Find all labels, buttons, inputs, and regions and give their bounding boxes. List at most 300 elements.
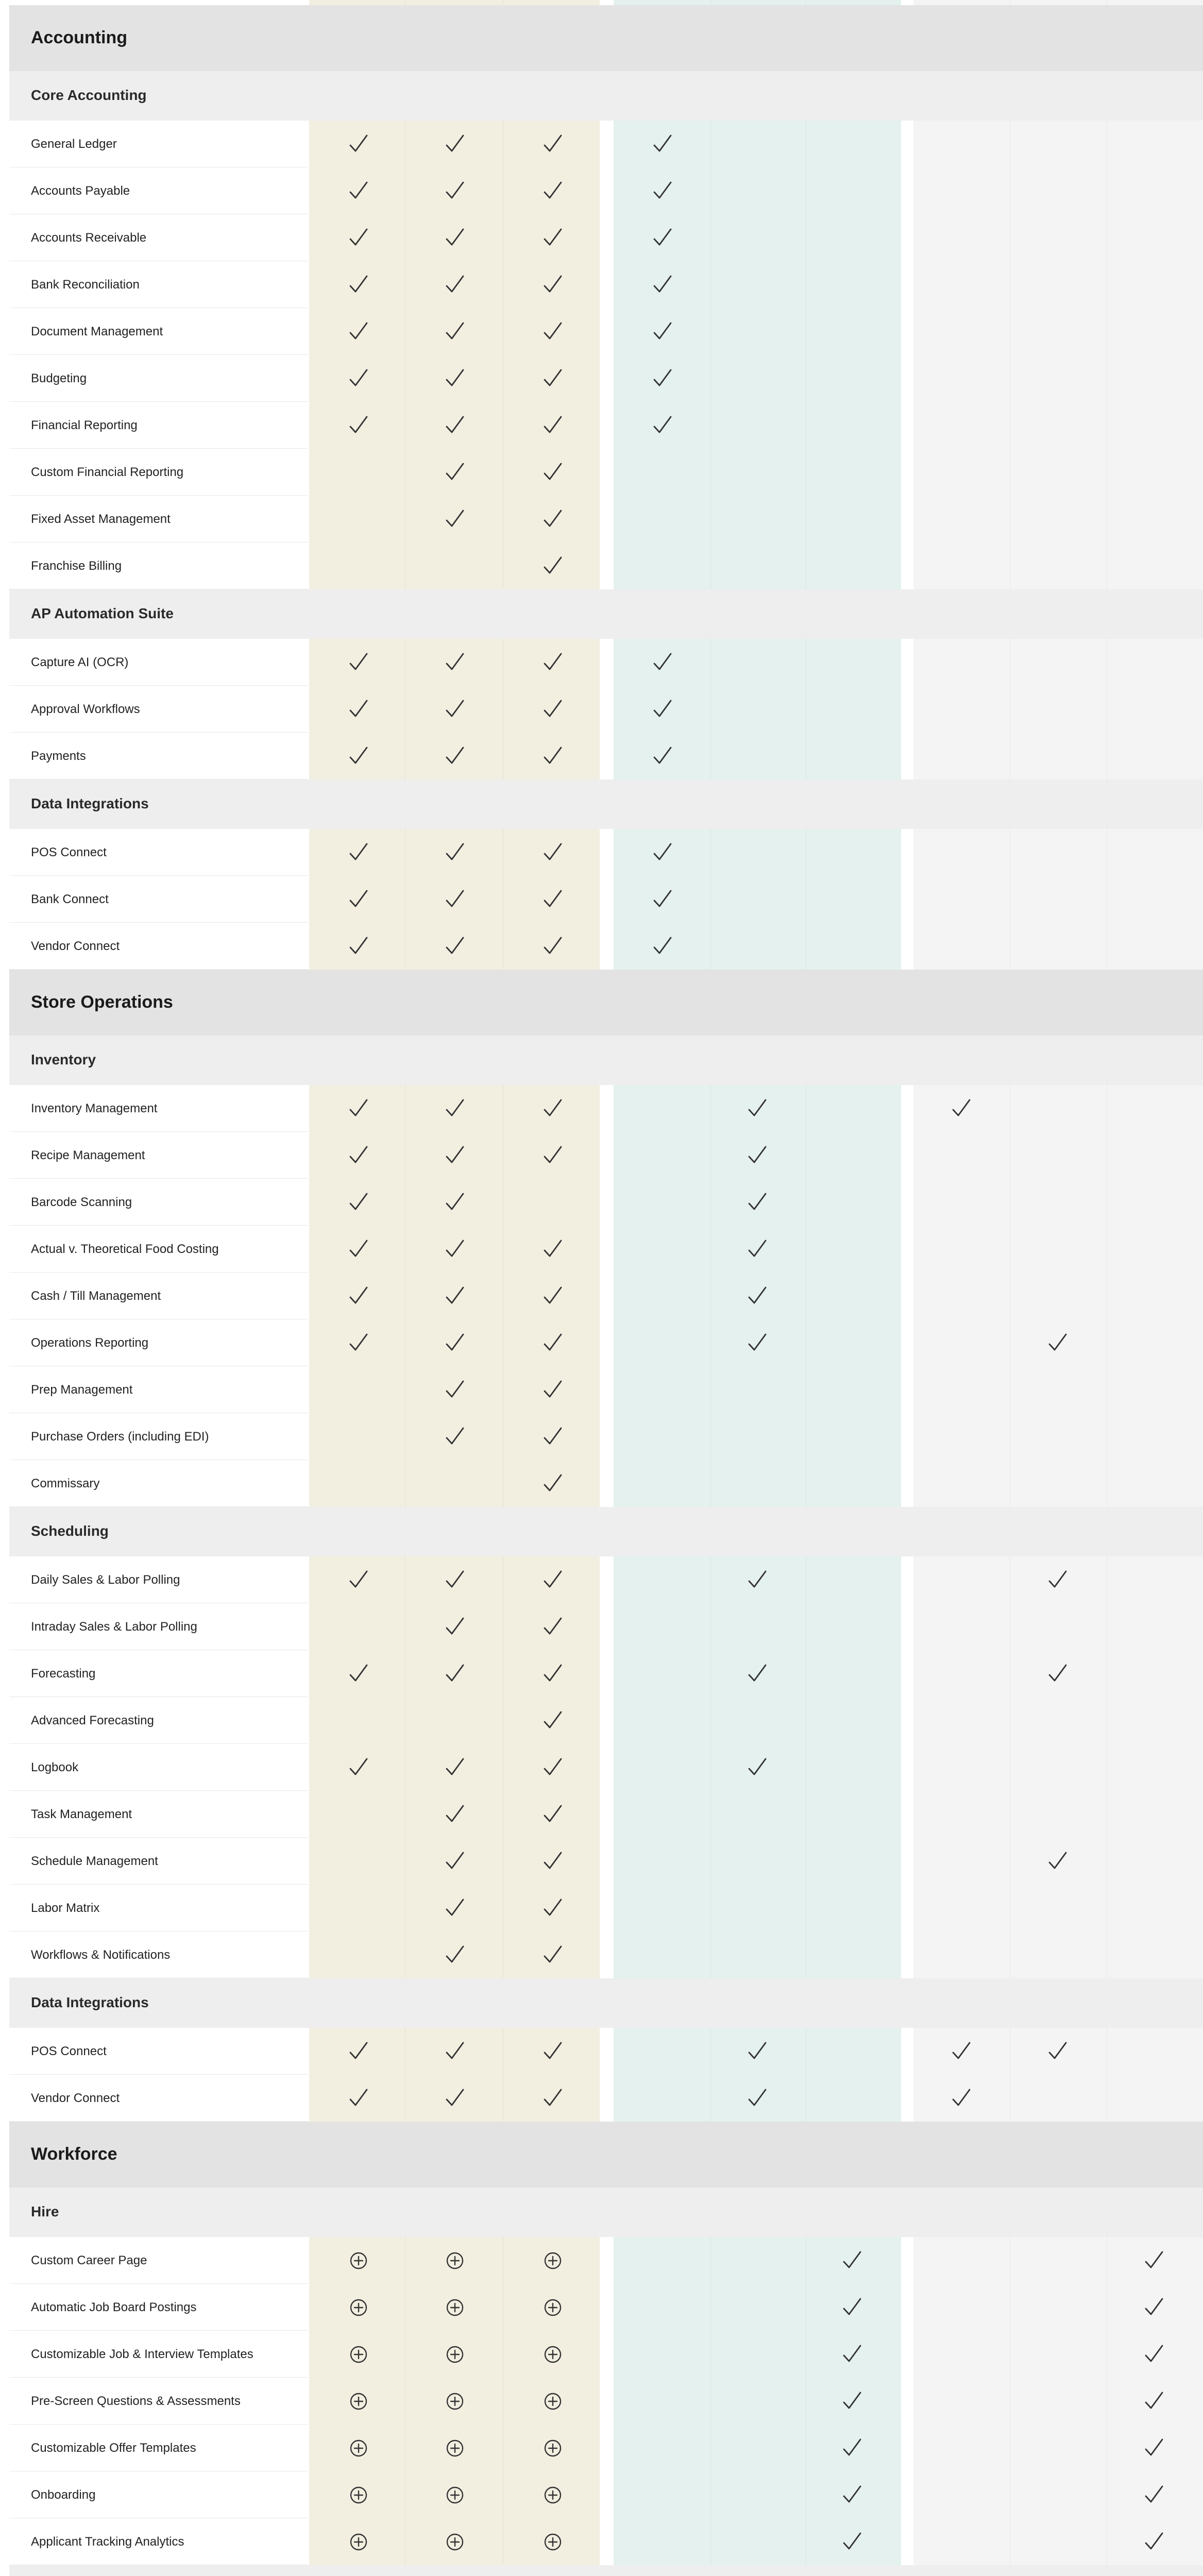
checkmark-icon: [840, 2296, 864, 2319]
checkmark-icon: [347, 2040, 370, 2063]
subsection-title: Core Accounting: [31, 87, 147, 103]
checkmark-icon: [541, 320, 565, 344]
checkmark-icon: [1046, 1568, 1070, 1592]
checkmark-icon: [541, 179, 565, 203]
checkmark-icon: [745, 1662, 769, 1686]
checkmark-icon: [443, 226, 467, 250]
feature-row: [9, 355, 1203, 402]
checkmark-icon: [541, 744, 565, 768]
feature-label-cell: [9, 1838, 308, 1885]
feature-row: [9, 1603, 1203, 1650]
checkmark-icon: [443, 367, 467, 391]
feature-name: Applicant Tracking Analytics: [31, 2534, 184, 2549]
feature-name: Customizable Offer Templates: [31, 2441, 196, 2455]
checkmark-icon: [347, 273, 370, 297]
plus-circle-icon: [541, 2483, 565, 2507]
feature-label-cell: [9, 2331, 308, 2378]
checkmark-icon: [347, 320, 370, 344]
feature-name: Barcode Scanning: [31, 1195, 132, 1209]
feature-label-cell: [9, 1556, 308, 1603]
feature-name: Commissary: [31, 1476, 100, 1490]
subsection-header: [9, 1978, 1203, 2028]
checkmark-icon: [443, 841, 467, 865]
checkmark-icon: [651, 414, 674, 437]
checkmark-icon: [347, 841, 370, 865]
checkmark-icon: [443, 1896, 467, 1920]
checkmark-icon: [541, 1097, 565, 1121]
feature-row: [9, 639, 1203, 686]
feature-name: Bank Connect: [31, 892, 109, 906]
feature-row: [9, 1319, 1203, 1366]
checkmark-icon: [443, 179, 467, 203]
checkmark-icon: [347, 744, 370, 768]
feature-label-cell: [9, 2075, 308, 2122]
feature-label-cell: [9, 2284, 308, 2331]
feature-label-cell: [9, 686, 308, 733]
checkmark-icon: [1142, 2343, 1166, 2366]
feature-label-cell: [9, 1744, 308, 1791]
checkmark-icon: [1142, 2249, 1166, 2273]
checkmark-icon: [651, 698, 674, 721]
feature-row: [9, 1885, 1203, 1931]
plus-circle-icon: [347, 2249, 370, 2273]
checkmark-icon: [443, 1662, 467, 1686]
feature-row: [9, 829, 1203, 876]
checkmark-icon: [443, 1943, 467, 1967]
checkmark-icon: [347, 132, 370, 156]
feature-row: [9, 261, 1203, 308]
feature-row: [9, 1697, 1203, 1744]
checkmark-icon: [541, 1378, 565, 1402]
checkmark-icon: [443, 414, 467, 437]
checkmark-icon: [443, 1378, 467, 1402]
checkmark-icon: [651, 179, 674, 203]
checkmark-icon: [1046, 1331, 1070, 1355]
checkmark-icon: [541, 1238, 565, 1261]
feature-name: Task Management: [31, 1807, 132, 1821]
feature-row: [9, 543, 1203, 589]
feature-row: [9, 2518, 1203, 2565]
feature-label-cell: [9, 261, 308, 308]
feature-label-cell: [9, 2237, 308, 2284]
feature-label-cell: [9, 1366, 308, 1413]
feature-name: Document Management: [31, 324, 163, 338]
feature-row: [9, 1931, 1203, 1978]
checkmark-icon: [950, 2040, 973, 2063]
plus-circle-icon: [541, 2389, 565, 2413]
feature-name: Advanced Forecasting: [31, 1713, 154, 1727]
plus-circle-icon: [347, 2436, 370, 2460]
checkmark-icon: [651, 226, 674, 250]
checkmark-icon: [443, 461, 467, 484]
subsection-header: [9, 1036, 1203, 1085]
section-header: [9, 5, 1203, 71]
feature-label-cell: [9, 2378, 308, 2425]
feature-label-cell: [9, 1931, 308, 1978]
feature-row: [9, 923, 1203, 970]
checkmark-icon: [443, 132, 467, 156]
plus-circle-icon: [443, 2483, 467, 2507]
checkmark-icon: [541, 651, 565, 674]
checkmark-icon: [443, 1756, 467, 1780]
plus-circle-icon: [541, 2343, 565, 2366]
checkmark-icon: [347, 1756, 370, 1780]
subsection-title: Data Integrations: [31, 1994, 149, 2010]
feature-name: Onboarding: [31, 2487, 96, 2502]
subsection-header: [9, 2565, 1203, 2576]
checkmark-icon: [745, 1097, 769, 1121]
checkmark-icon: [745, 1756, 769, 1780]
plus-circle-icon: [443, 2343, 467, 2366]
subsection-header: [9, 589, 1203, 639]
feature-label-cell: [9, 167, 308, 214]
feature-row: [9, 733, 1203, 779]
checkmark-icon: [541, 1943, 565, 1967]
checkmark-icon: [840, 2343, 864, 2366]
checkmark-icon: [541, 2087, 565, 2110]
checkmark-icon: [541, 935, 565, 958]
checkmark-icon: [651, 935, 674, 958]
checkmark-icon: [541, 1896, 565, 1920]
feature-row: [9, 1413, 1203, 1460]
feature-label-cell: [9, 876, 308, 923]
feature-name: Accounts Payable: [31, 183, 130, 198]
checkmark-icon: [541, 1568, 565, 1592]
checkmark-icon: [347, 367, 370, 391]
checkmark-icon: [541, 461, 565, 484]
subsection-header: [9, 2188, 1203, 2237]
checkmark-icon: [840, 2389, 864, 2413]
feature-row: [9, 214, 1203, 261]
checkmark-icon: [541, 698, 565, 721]
feature-row: [9, 2028, 1203, 2075]
checkmark-icon: [541, 841, 565, 865]
checkmark-icon: [443, 935, 467, 958]
checkmark-icon: [541, 1331, 565, 1355]
feature-label-cell: [9, 543, 308, 589]
plus-circle-icon: [443, 2389, 467, 2413]
checkmark-icon: [950, 1097, 973, 1121]
plus-circle-icon: [347, 2296, 370, 2319]
checkmark-icon: [1142, 2296, 1166, 2319]
feature-row: [9, 1744, 1203, 1791]
checkmark-icon: [651, 651, 674, 674]
feature-row: [9, 1366, 1203, 1413]
checkmark-icon: [745, 2087, 769, 2110]
feature-row: [9, 2237, 1203, 2284]
plus-circle-icon: [347, 2343, 370, 2366]
checkmark-icon: [443, 1568, 467, 1592]
checkmark-icon: [1142, 2530, 1166, 2554]
checkmark-icon: [443, 273, 467, 297]
feature-label-cell: [9, 1273, 308, 1319]
feature-name: Financial Reporting: [31, 418, 138, 432]
feature-name: Automatic Job Board Postings: [31, 2300, 197, 2314]
feature-name: Capture AI (OCR): [31, 655, 129, 669]
checkmark-icon: [541, 554, 565, 578]
checkmark-icon: [950, 2087, 973, 2110]
feature-label-cell: [9, 1319, 308, 1366]
feature-label-cell: [9, 1791, 308, 1838]
feature-name: Customizable Job & Interview Templates: [31, 2347, 253, 2361]
checkmark-icon: [347, 226, 370, 250]
checkmark-icon: [347, 1662, 370, 1686]
feature-label-cell: [9, 829, 308, 876]
subsection-header: [9, 1507, 1203, 1556]
feature-label-cell: [9, 1603, 308, 1650]
plus-circle-icon: [347, 2483, 370, 2507]
feature-name: Approval Workflows: [31, 702, 140, 716]
feature-label-cell: [9, 308, 308, 355]
feature-label-cell: [9, 1226, 308, 1273]
checkmark-icon: [745, 1191, 769, 1214]
checkmark-icon: [347, 1284, 370, 1308]
section-header: [9, 2122, 1203, 2188]
feature-row: [9, 167, 1203, 214]
checkmark-icon: [840, 2530, 864, 2554]
checkmark-icon: [443, 2040, 467, 2063]
checkmark-icon: [347, 698, 370, 721]
feature-name: POS Connect: [31, 2044, 107, 2058]
feature-label-cell: [9, 1413, 308, 1460]
feature-name: General Ledger: [31, 137, 117, 151]
feature-name: Intraday Sales & Labor Polling: [31, 1619, 197, 1634]
feature-label-cell: [9, 733, 308, 779]
feature-row: [9, 2331, 1203, 2378]
checkmark-icon: [347, 1238, 370, 1261]
feature-row: [9, 2378, 1203, 2425]
plus-circle-icon: [443, 2436, 467, 2460]
checkmark-icon: [1046, 1662, 1070, 1686]
checkmark-icon: [443, 1284, 467, 1308]
checkmark-icon: [840, 2249, 864, 2273]
checkmark-icon: [541, 888, 565, 911]
checkmark-icon: [541, 1615, 565, 1639]
checkmark-icon: [443, 1144, 467, 1167]
checkmark-icon: [541, 414, 565, 437]
checkmark-icon: [651, 273, 674, 297]
checkmark-icon: [443, 1097, 467, 1121]
checkmark-icon: [443, 1331, 467, 1355]
checkmark-icon: [541, 1756, 565, 1780]
plus-circle-icon: [443, 2530, 467, 2554]
feature-row: [9, 2471, 1203, 2518]
checkmark-icon: [347, 414, 370, 437]
feature-label-cell: [9, 639, 308, 686]
plus-circle-icon: [541, 2436, 565, 2460]
checkmark-icon: [443, 2087, 467, 2110]
feature-row: [9, 121, 1203, 167]
checkmark-icon: [745, 2040, 769, 2063]
checkmark-icon: [651, 888, 674, 911]
feature-label-cell: [9, 449, 308, 496]
feature-row: [9, 496, 1203, 543]
feature-name: Custom Career Page: [31, 2253, 147, 2267]
feature-name: Custom Financial Reporting: [31, 465, 184, 479]
checkmark-icon: [347, 1097, 370, 1121]
checkmark-icon: [347, 651, 370, 674]
subsection-title: Data Integrations: [31, 795, 149, 811]
feature-row: [9, 2075, 1203, 2122]
checkmark-icon: [541, 1284, 565, 1308]
feature-name: Accounts Receivable: [31, 230, 147, 245]
checkmark-icon: [347, 1191, 370, 1214]
feature-name: Purchase Orders (including EDI): [31, 1429, 209, 1444]
checkmark-icon: [651, 367, 674, 391]
feature-row: [9, 1556, 1203, 1603]
plus-circle-icon: [443, 2296, 467, 2319]
checkmark-icon: [745, 1144, 769, 1167]
checkmark-icon: [541, 1472, 565, 1496]
feature-label-cell: [9, 121, 308, 167]
feature-row: [9, 449, 1203, 496]
feature-row: [9, 1791, 1203, 1838]
feature-row: [9, 1085, 1203, 1132]
checkmark-icon: [443, 651, 467, 674]
plus-circle-icon: [541, 2530, 565, 2554]
checkmark-icon: [443, 1191, 467, 1214]
checkmark-icon: [1046, 2040, 1070, 2063]
checkmark-icon: [541, 1803, 565, 1826]
checkmark-icon: [541, 132, 565, 156]
checkmark-icon: [541, 1662, 565, 1686]
feature-name: Budgeting: [31, 371, 87, 385]
feature-label-cell: [9, 923, 308, 970]
feature-label-cell: [9, 1460, 308, 1507]
feature-label-cell: [9, 1885, 308, 1931]
feature-label-cell: [9, 496, 308, 543]
feature-name: POS Connect: [31, 845, 107, 859]
feature-label-cell: [9, 1085, 308, 1132]
checkmark-icon: [443, 1238, 467, 1261]
checkmark-icon: [840, 2483, 864, 2507]
plus-circle-icon: [541, 2249, 565, 2273]
checkmark-icon: [541, 1144, 565, 1167]
checkmark-icon: [443, 320, 467, 344]
feature-row: [9, 1838, 1203, 1885]
checkmark-icon: [347, 935, 370, 958]
checkmark-icon: [347, 179, 370, 203]
checkmark-icon: [443, 1425, 467, 1449]
feature-name: Forecasting: [31, 1666, 96, 1681]
feature-label-cell: [9, 402, 308, 449]
feature-label-cell: [9, 2471, 308, 2518]
checkmark-icon: [443, 888, 467, 911]
checkmark-icon: [840, 2436, 864, 2460]
feature-label-cell: [9, 1697, 308, 1744]
checkmark-icon: [541, 1850, 565, 1873]
checkmark-icon: [745, 1568, 769, 1592]
plus-circle-icon: [541, 2296, 565, 2319]
feature-label-cell: [9, 1179, 308, 1226]
feature-row: [9, 402, 1203, 449]
checkmark-icon: [443, 1850, 467, 1873]
feature-name: Labor Matrix: [31, 1901, 100, 1915]
feature-name: Prep Management: [31, 1382, 133, 1397]
feature-row: [9, 1273, 1203, 1319]
checkmark-icon: [745, 1331, 769, 1355]
subsection-title: Hire: [31, 2204, 59, 2219]
subsection-title: Inventory: [31, 1052, 96, 1067]
section-title: Store Operations: [31, 992, 173, 1012]
feature-row: [9, 1650, 1203, 1697]
checkmark-icon: [541, 2040, 565, 2063]
checkmark-icon: [347, 1144, 370, 1167]
feature-label-cell: [9, 1650, 308, 1697]
subsection-header: [9, 71, 1203, 121]
section-title: Accounting: [31, 28, 127, 47]
checkmark-icon: [443, 1615, 467, 1639]
plus-circle-icon: [347, 2530, 370, 2554]
section-title: Workforce: [31, 2144, 117, 2164]
feature-label-cell: [9, 355, 308, 402]
checkmark-icon: [443, 744, 467, 768]
checkmark-icon: [745, 1284, 769, 1308]
checkmark-icon: [443, 507, 467, 531]
checkmark-icon: [651, 320, 674, 344]
feature-name: Recipe Management: [31, 1148, 145, 1162]
checkmark-icon: [347, 2087, 370, 2110]
feature-name: Payments: [31, 749, 86, 763]
feature-row: [9, 1179, 1203, 1226]
feature-name: Cash / Till Management: [31, 1289, 161, 1303]
checkmark-icon: [651, 132, 674, 156]
feature-row: [9, 2284, 1203, 2331]
section-header: [9, 970, 1203, 1036]
feature-name: Inventory Management: [31, 1101, 158, 1115]
feature-label-cell: [9, 1132, 308, 1179]
feature-row: [9, 2425, 1203, 2471]
checkmark-icon: [541, 1709, 565, 1733]
feature-label-cell: [9, 2028, 308, 2075]
feature-label-cell: [9, 214, 308, 261]
feature-row: [9, 1132, 1203, 1179]
checkmark-icon: [347, 1331, 370, 1355]
feature-row: [9, 1226, 1203, 1273]
checkmark-icon: [745, 1238, 769, 1261]
feature-name: Workflows & Notifications: [31, 1947, 171, 1962]
feature-name: Logbook: [31, 1760, 79, 1774]
feature-row: [9, 686, 1203, 733]
checkmark-icon: [541, 226, 565, 250]
feature-row: [9, 308, 1203, 355]
checkmark-icon: [541, 507, 565, 531]
checkmark-icon: [541, 1425, 565, 1449]
feature-label-cell: [9, 2425, 308, 2471]
feature-name: Franchise Billing: [31, 558, 122, 573]
checkmark-icon: [1142, 2436, 1166, 2460]
feature-name: Pre-Screen Questions & Assessments: [31, 2394, 241, 2408]
subsection-title: Scheduling: [31, 1523, 109, 1539]
feature-name: Fixed Asset Management: [31, 512, 171, 526]
feature-name: Vendor Connect: [31, 2091, 120, 2105]
subsection-header: [9, 779, 1203, 829]
checkmark-icon: [443, 698, 467, 721]
feature-name: Vendor Connect: [31, 939, 120, 953]
checkmark-icon: [1142, 2389, 1166, 2413]
feature-name: Actual v. Theoretical Food Costing: [31, 1242, 219, 1256]
feature-label-cell: [9, 2518, 308, 2565]
feature-name: Schedule Management: [31, 1854, 158, 1868]
checkmark-icon: [347, 888, 370, 911]
checkmark-icon: [1046, 1850, 1070, 1873]
checkmark-icon: [651, 841, 674, 865]
plus-circle-icon: [443, 2249, 467, 2273]
checkmark-icon: [541, 367, 565, 391]
plus-circle-icon: [347, 2389, 370, 2413]
checkmark-icon: [443, 1803, 467, 1826]
feature-row: [9, 876, 1203, 923]
